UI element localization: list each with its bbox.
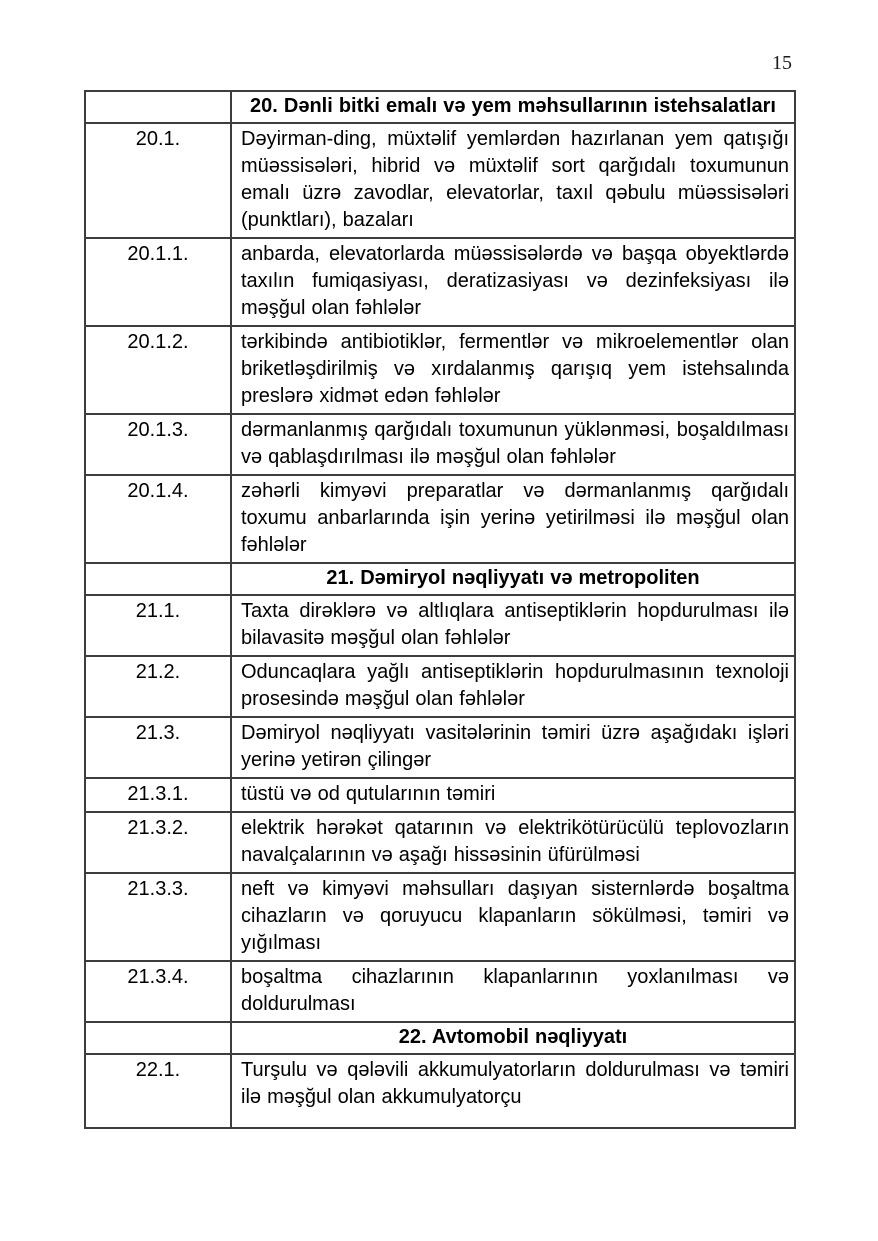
table-row xyxy=(85,595,795,656)
row-text-cell: Dəyirman-ding, müxtəlif yemlərdən hazırlanan yem qatışığı müəssisələri, hibrid və müxtəlif sort qarğıdalı toxumunun emalı üzrə zavodlar, elevatorlar, taxıl qəbulu müəssisələri (punktları), bazaları xyxy=(231,123,795,238)
row-number-cell: 22.1. xyxy=(85,1054,231,1128)
row-number-cell xyxy=(85,1022,231,1054)
rules-table-body xyxy=(85,91,795,1128)
section-header-cell: 20. Dənli bitki emalı və yem məhsullarının istehsalatları xyxy=(231,91,795,123)
row-text-cell: elektrik hərəkət qatarının və elektrikötürücülü teplovozların navalçalarının və aşağı hissəsinin üfürülməsi xyxy=(231,812,795,873)
table-row xyxy=(85,475,795,563)
row-number-cell: 21.1. xyxy=(85,595,231,656)
rules-table xyxy=(84,90,796,1129)
row-number-cell: 21.3.3. xyxy=(85,873,231,961)
row-text-cell: anbarda, elevatorlarda müəssisələrdə və başqa obyektlərdə taxılın fumiqasiyası, deratizasiyası və dezinfeksiyası ilə məşğul olan fəhlələr xyxy=(231,238,795,326)
row-text-cell: dərmanlanmış qarğıdalı toxumunun yüklənməsi, boşaldılması və qablaşdırılması ilə məşğul olan fəhlələr xyxy=(231,414,795,475)
table-row xyxy=(85,873,795,961)
table-row xyxy=(85,778,795,812)
page-number: 15 xyxy=(772,52,792,74)
row-number-cell: 21.3.1. xyxy=(85,778,231,812)
row-text-cell: Dəmiryol nəqliyyatı vasitələrinin təmiri üzrə aşağıdakı işləri yerinə yetirən çilingər xyxy=(231,717,795,778)
table-row xyxy=(85,414,795,475)
section-header-row xyxy=(85,91,795,123)
table-row xyxy=(85,1054,795,1128)
row-number-cell: 20.1.1. xyxy=(85,238,231,326)
row-number-cell: 20.1.2. xyxy=(85,326,231,414)
section-header-cell: 21. Dəmiryol nəqliyyatı və metropoliten xyxy=(231,563,795,595)
table-row xyxy=(85,812,795,873)
section-header-cell: 22. Avtomobil nəqliyyatı xyxy=(231,1022,795,1054)
row-number-cell: 21.2. xyxy=(85,656,231,717)
table-row xyxy=(85,656,795,717)
table-row xyxy=(85,717,795,778)
row-text-cell: tərkibində antibiotiklər, fermentlər və mikroelementlər olan briketləşdirilmiş və xırdalanmış qarışıq yem istehsalında preslərə xidmət edən fəhlələr xyxy=(231,326,795,414)
row-text-cell: Oduncaqlara yağlı antiseptiklərin hopdurulmasının texnoloji prosesində məşğul olan fəhlələr xyxy=(231,656,795,717)
row-text-cell: tüstü və od qutularının təmiri xyxy=(231,778,795,812)
row-number-cell: 21.3. xyxy=(85,717,231,778)
row-text-cell: neft və kimyəvi məhsulları daşıyan sisternlərdə boşaltma cihazların və qoruyucu klapanların sökülməsi, təmiri və yığılması xyxy=(231,873,795,961)
row-number-cell: 21.3.2. xyxy=(85,812,231,873)
section-header-row xyxy=(85,1022,795,1054)
row-text-cell: Taxta dirəklərə və altlıqlara antiseptiklərin hopdurulması ilə bilavasitə məşğul olan fəhlələr xyxy=(231,595,795,656)
row-number-cell: 21.3.4. xyxy=(85,961,231,1022)
row-text-cell: boşaltma cihazlarının klapanlarının yoxlanılması və doldurulması xyxy=(231,961,795,1022)
table-row xyxy=(85,961,795,1022)
row-number-cell xyxy=(85,563,231,595)
row-number-cell: 20.1.3. xyxy=(85,414,231,475)
section-header-row xyxy=(85,563,795,595)
row-number-cell: 20.1. xyxy=(85,123,231,238)
row-number-cell: 20.1.4. xyxy=(85,475,231,563)
table-row xyxy=(85,123,795,238)
row-text-cell: zəhərli kimyəvi preparatlar və dərmanlanmış qarğıdalı toxumu anbarlarında işin yerinə yetirilməsi ilə məşğul olan fəhlələr xyxy=(231,475,795,563)
table-row xyxy=(85,326,795,414)
row-text-cell: Turşulu və qələvili akkumulyatorların doldurulması və təmiri ilə məşğul olan akkumulyatorçu xyxy=(231,1054,795,1128)
row-number-cell xyxy=(85,91,231,123)
table-row xyxy=(85,238,795,326)
